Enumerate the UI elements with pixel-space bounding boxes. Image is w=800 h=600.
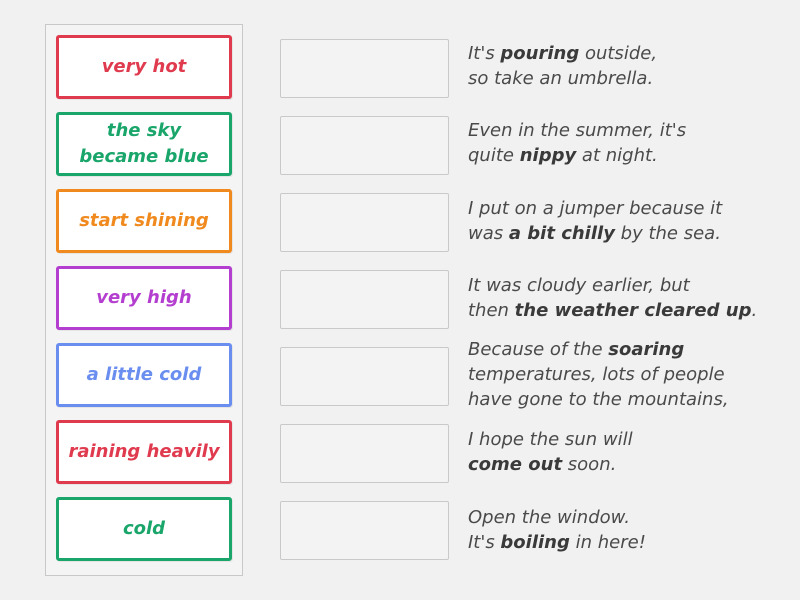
answer-card-a-little-cold[interactable]	[56, 343, 232, 407]
drop-slot-1[interactable]	[280, 39, 449, 98]
sentence-1: It's pouring outside, so take an umbrella.	[468, 43, 658, 89]
drop-slot-7[interactable]	[280, 501, 449, 560]
drop-slot-2[interactable]	[280, 116, 449, 175]
card-label: raining heavily	[68, 441, 220, 462]
drop-slot-5[interactable]	[280, 347, 449, 406]
drop-slot-4[interactable]	[280, 270, 449, 329]
drop-slot-6[interactable]	[280, 424, 449, 483]
answer-card-very-high[interactable]	[56, 266, 232, 330]
answer-card-start-shining[interactable]	[56, 189, 232, 253]
card-label: a little cold	[86, 364, 202, 385]
sentence-6: I hope the sun will come out soon.	[468, 429, 633, 475]
sentence-3: I put on a jumper because it was a bit chilly by the sea.	[468, 198, 723, 244]
answer-card-the-sky-became-blue[interactable]	[56, 112, 232, 176]
card-label: very high	[96, 287, 192, 308]
drop-slot-3[interactable]	[280, 193, 449, 252]
sentence-7: Open the window. It's boiling in here!	[468, 507, 646, 553]
card-label: very hot	[101, 56, 187, 77]
sentence-4: It was cloudy earlier, but then the weather cleared up.	[468, 275, 758, 321]
answer-card-very-hot[interactable]	[56, 35, 232, 99]
card-label: the sky	[106, 120, 182, 141]
sentence-2: Even in the summer, it's quite nippy at night.	[468, 120, 687, 166]
sentence-5: Because of the soaring temperatures, lots of people have gone to the mountains,	[468, 339, 729, 410]
card-label: start shining	[79, 210, 209, 231]
answer-card-cold[interactable]	[56, 497, 232, 561]
card-label: became blue	[79, 146, 209, 167]
answer-card-raining-heavily[interactable]	[56, 420, 232, 484]
card-label: cold	[122, 518, 166, 539]
